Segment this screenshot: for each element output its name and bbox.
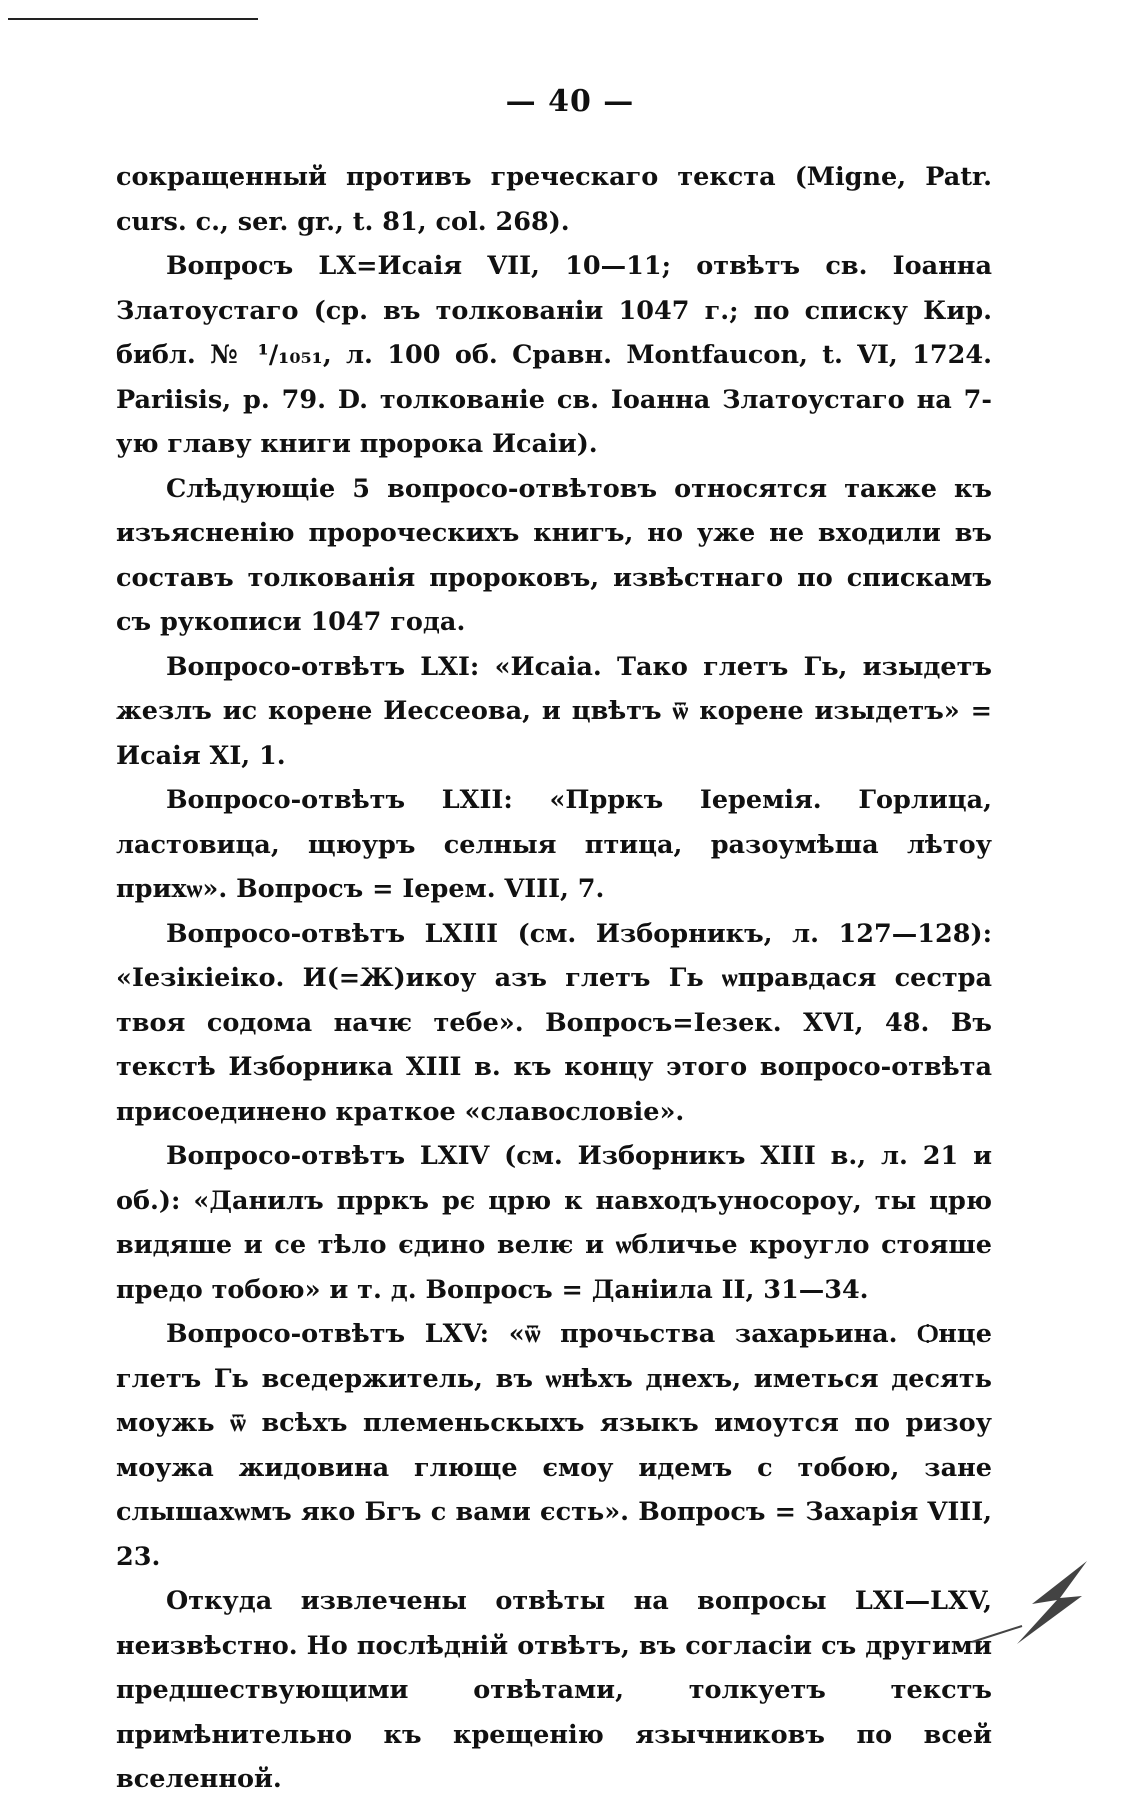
- paragraph-question-lx: Вопросъ LX=Исаія VII, 10—11; отвѣтъ св. Іоанна Златоустаго (ср. въ толкованіи 1047 г.; по списку Кир. библ. № ¹/₁₀₅₁, л. 100 об. Сравн. Montfaucon, t. VI, 1724. Pariisis, p. 79. D. толкованіе св. Іоанна Златоустаго на 7-ую главу книги пророка Исаіи).: [116, 251, 992, 459]
- top-scan-rule: [8, 18, 258, 20]
- paragraph-question-lxv: Вопросо-отвѣтъ LXV: «ѿ прочьства захарьина. Ѻнце глетъ Гь вседержитель, въ ѡнѣхъ днехъ, иметься десять моужь ѿ всѣхъ племеньскыхъ языкъ имоутся по ризоу моужа жидовина глюще ємоу идемъ с тобою, зане слышахѡмъ яко Бгъ с вами єсть». Вопросъ = Захарія VIII, 23.: [116, 1319, 992, 1572]
- paragraph-following-five: Слѣдующіе 5 вопросо-отвѣтовъ относятся также къ изъясненію пророческихъ книгъ, но уже не входили въ составъ толкованія пророковъ, извѣстнаго по спискамъ съ рукописи 1047 года.: [116, 473, 992, 637]
- page-number: — 40 —: [505, 84, 635, 119]
- paragraph-question-lxiii: Вопросо-отвѣтъ LXIII (см. Изборникъ, л. 127—128): «Іезікіеіко. И(=Ж)икоу азъ глетъ Гь ѡправдася сестра твоя содома начѥ тебе». Вопросъ=Іезек. XVI, 48. Въ текстѣ Изборника XIII в. къ концу этого вопросо-отвѣта присоединено краткое «славословіе».: [116, 918, 992, 1127]
- paragraph-question-lxi: Вопросо-отвѣтъ LXI: «Исаіа. Тако глетъ Гь, изыдетъ жезлъ ис корене Иессеова, и цвѣтъ ѿ корене изыдетъ» = Исаія XI, 1.: [116, 651, 992, 771]
- paragraph-conclusion: Откуда извлечены отвѣты на вопросы LXI—LXV, неизвѣстно. Но послѣдній отвѣтъ, въ согласіи съ другими предшествующими отвѣтами, толкуетъ текстъ примѣнительно къ крещенію язычниковъ по всей вселенной.: [116, 1586, 992, 1794]
- page-curl-mark: [962, 1556, 1092, 1646]
- paragraph-question-lxii: Вопросо-отвѣтъ LXII: «Прркъ Іеремія. Горлица, ластовица, щюуръ селныя птица, разоумѣша лѣтоу прихѡ». Вопросъ = Іерем. VIII, 7.: [116, 785, 992, 904]
- paragraph-continuation: сокращенный противъ греческаго текста (Migne, Patr. curs. c., ser. gr., t. 81, col. 268).: [116, 162, 992, 237]
- paragraph-question-lxiv: Вопросо-отвѣтъ LXIV (см. Изборникъ XIII в., л. 21 и об.): «Данилъ прркъ рє црю к навходъуносороу, ты црю видяше и се тѣло єдино велѥ и ѡбличье кроугло стояше предо тобою» и т. д. Вопросъ = Даніила II, 31—34.: [116, 1141, 992, 1305]
- main-text: [116, 155, 992, 1802]
